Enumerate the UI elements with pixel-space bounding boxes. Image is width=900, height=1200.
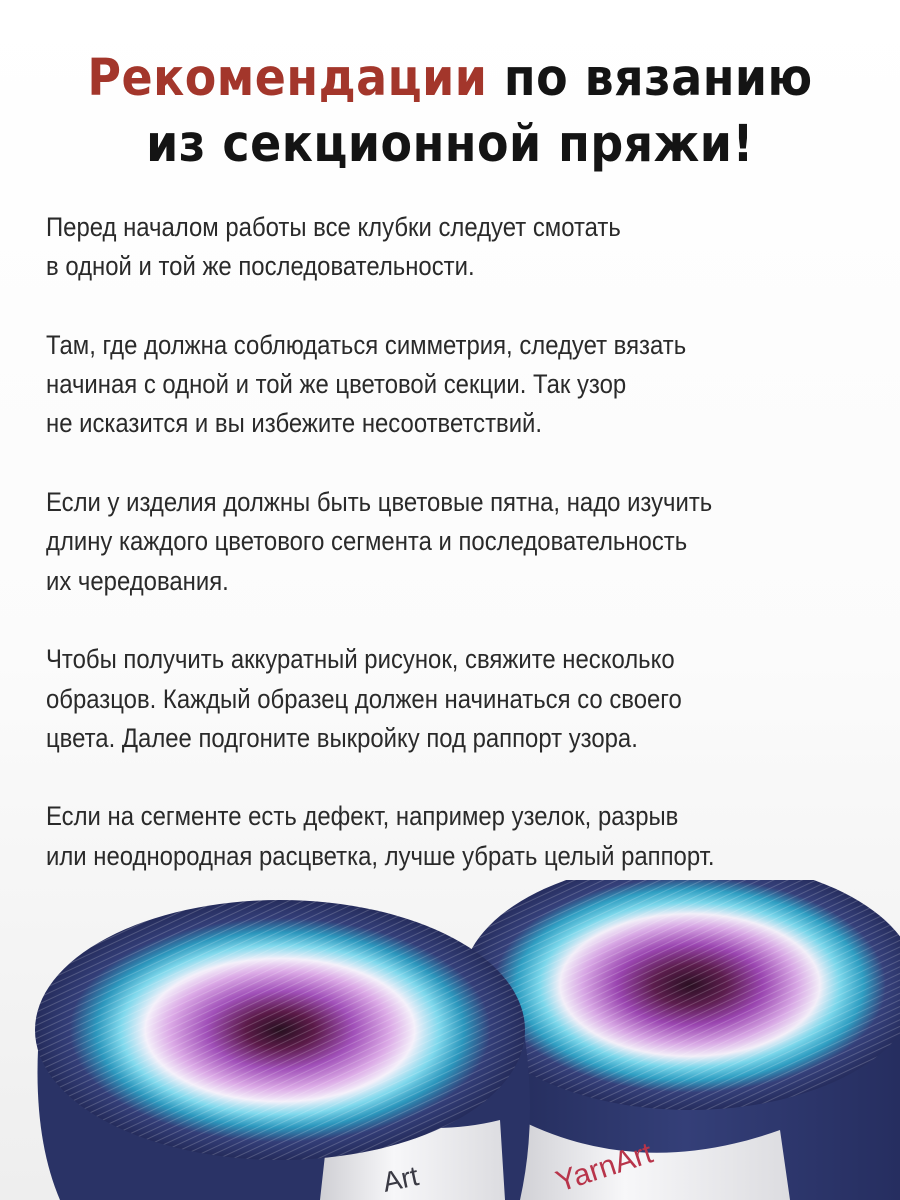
paragraph-winding: Перед началом работы все клубки следует смотать в одной и той же последовательности.: [46, 212, 621, 282]
page-title: [0, 46, 900, 178]
title-line-1: [0, 46, 900, 112]
title-line-1-rest: по вязанию: [487, 49, 813, 108]
paragraph-samples: Чтобы получить аккуратный рисунок, свяжите несколько образцов. Каждый образец должен начинаться со своего цвета. Далее подгоните выкройку под раппорт узора.: [46, 644, 682, 753]
yarn-brand-label-left: Art: [379, 1160, 422, 1198]
title-line-2: из секционной пряжи!: [146, 115, 754, 174]
yarn-brand-label-right: YarnArt: [551, 1136, 657, 1199]
paragraph-symmetry: Там, где должна соблюдаться симметрия, следует вязать начиная с одной и той же цветовой секции. Так узор не исказится и вы избежите несоответствий.: [46, 329, 687, 439]
paragraph-color-spots: Если у изделия должны быть цветовые пятна, надо изучить длину каждого цветового сегмента и последовательность их чередования.: [46, 487, 713, 596]
paragraph-defects: Если на сегменте есть дефект, например узелок, разрыв или неоднородная расцветка, лучше убрать целый раппорт.: [46, 801, 715, 871]
recommendations-text: [46, 208, 781, 915]
title-accent: Рекомендации: [87, 49, 488, 108]
yarn-cake-left: [35, 900, 530, 1200]
yarn-cakes-image: [0, 880, 900, 1200]
